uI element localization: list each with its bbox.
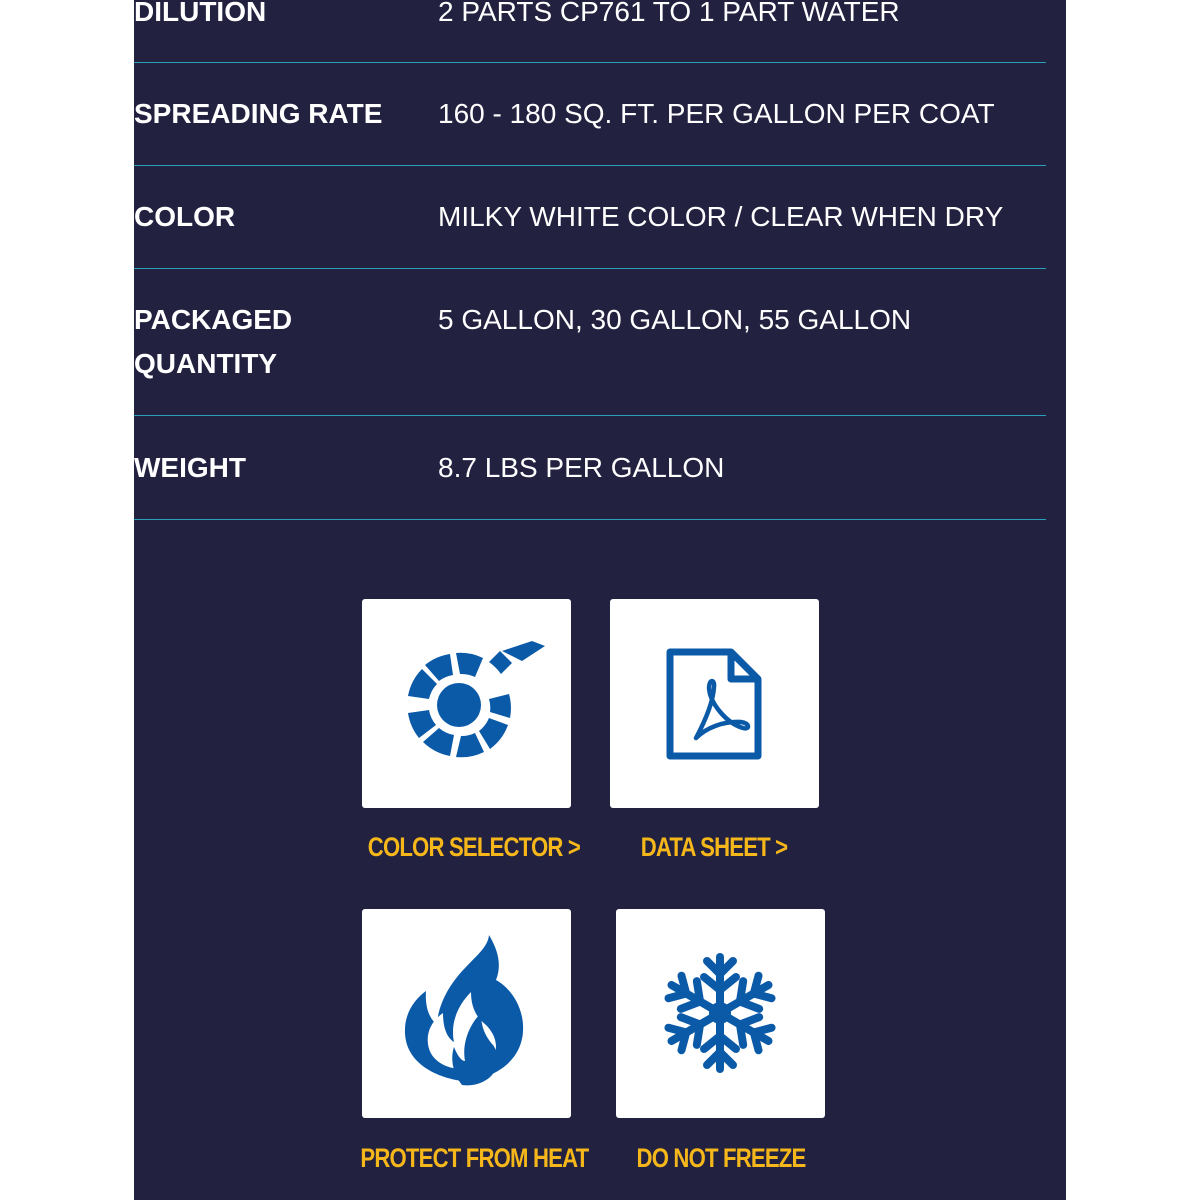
- spec-label: WEIGHT: [134, 452, 246, 483]
- spec-label: COLOR: [134, 201, 236, 232]
- spec-value: 5 GALLON, 30 GALLON, 55 GALLON: [438, 304, 912, 335]
- spec-value: MILKY WHITE COLOR / CLEAR WHEN DRY: [438, 201, 1004, 232]
- spec-value: 2 PARTS CP761 TO 1 PART WATER: [438, 0, 900, 27]
- protect-from-heat-badge: [362, 909, 571, 1118]
- do-not-freeze-label: DO NOT FREEZE: [636, 1143, 806, 1173]
- snowflake-icon: [616, 909, 825, 1118]
- pdf-document-icon: [610, 599, 819, 808]
- color-selector-button[interactable]: [362, 599, 571, 808]
- spec-row-dilution: [134, 0, 1046, 63]
- spec-label: DILUTION: [134, 0, 267, 27]
- color-selector-link[interactable]: COLOR SELECTOR >: [367, 832, 580, 862]
- data-sheet-link[interactable]: DATA SHEET >: [640, 832, 788, 862]
- spec-value: 160 - 180 SQ. FT. PER GALLON PER COAT: [438, 98, 995, 129]
- product-specs-panel: [134, 0, 1066, 1200]
- flame-icon: [362, 909, 571, 1118]
- spec-row-packaged-quantity: [134, 269, 1046, 416]
- spec-row-weight: [134, 416, 1046, 520]
- data-sheet-button[interactable]: [610, 599, 819, 808]
- spec-row-spreading-rate: [134, 63, 1046, 166]
- protect-from-heat-label: PROTECT FROM HEAT: [360, 1143, 589, 1173]
- spec-label: SPREADING RATE: [134, 98, 383, 129]
- spec-label: PACKAGED QUANTITY: [134, 304, 293, 379]
- do-not-freeze-badge: [616, 909, 825, 1118]
- spec-row-color: [134, 166, 1046, 269]
- spec-value: 8.7 LBS PER GALLON: [438, 452, 725, 483]
- color-wheel-icon: [362, 599, 571, 808]
